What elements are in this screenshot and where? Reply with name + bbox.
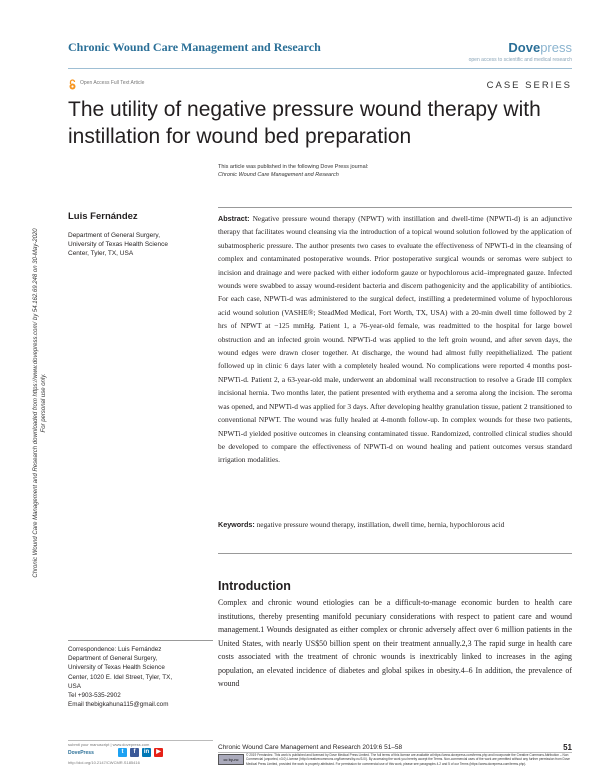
correspondence-line: Center, 1020 E. Idel Street, Tyler, TX, xyxy=(68,673,173,681)
correspondence-line: Department of General Surgery, xyxy=(68,655,158,663)
brand-part-press: press xyxy=(540,40,572,55)
abstract-top-divider xyxy=(218,207,572,208)
open-access-label: Open Access Full Text Article xyxy=(80,80,145,86)
affiliation-line: University of Texas Health Science xyxy=(68,241,168,248)
author-name: Luis Fernández xyxy=(68,211,138,222)
watermark-line-1: Chronic Wound Care Management and Research downloaded from https://www.dovepress.com/ by 54.162.69.248 on 30-May-2020 xyxy=(33,228,39,578)
keywords-label: Keywords: xyxy=(218,520,255,529)
footer-dovepress-logo[interactable]: DovePress xyxy=(68,750,94,756)
article-title: The utility of negative pressure wound therapy with instillation for wound bed preparation xyxy=(68,98,541,148)
journal-title: Chronic Wound Care Management and Research xyxy=(68,40,321,54)
download-watermark xyxy=(32,93,48,713)
license-text: © 2019 Fernández. This work is published and licensed by Dove Medical Press Limited. The full terms of this license are available at https://www.dovepress.com/terms.php and incorporate the Creative Commons Attribution – Non Commercial (unported, v3.0) License (http://creativecommons.org/licenses/by-nc/3.0/). By accessing the work you hereby accept the Terms. Non-commercial uses of the work are permitted without any further permission from Dove Medical Press Limited, provided the work is properly attributed. For permission for commercial use of this work, please see paragraphs 4.2 and 5 of our Terms (https://www.dovepress.com/terms.php). xyxy=(246,753,570,766)
open-access-lock-icon xyxy=(68,79,77,90)
publication-note-text: This article was published in the following Dove Press journal: xyxy=(218,164,369,170)
abstract-bottom-divider xyxy=(218,553,572,554)
correspondence-phone: Tel +903-535-2902 xyxy=(68,692,121,700)
affiliation-line: Department of General Surgery, xyxy=(68,232,161,239)
correspondence-divider xyxy=(68,640,213,641)
social-links xyxy=(118,748,163,757)
author-affiliation xyxy=(68,231,213,258)
doi-link[interactable]: http://doi.org/10.2147/CWCMR.S185416 xyxy=(68,760,140,765)
facebook-icon[interactable]: f xyxy=(130,748,139,757)
brand-tagline: open access to scientific and medical research xyxy=(468,57,572,63)
introduction-heading: Introduction xyxy=(218,579,291,593)
correspondence-email[interactable]: Email thebigkahuna115@gmail.com xyxy=(68,701,169,709)
correspondence-line: Correspondence: Luis Fernández xyxy=(68,646,162,653)
creative-commons-badge[interactable]: cc by-nc xyxy=(218,754,244,765)
keywords xyxy=(218,518,572,531)
header-divider xyxy=(68,68,572,69)
footer-journal-citation: Chronic Wound Care Management and Research 2019:6 51–58 xyxy=(218,744,403,751)
correspondence-line: University of Texas Health Science xyxy=(68,664,165,672)
correspondence-line: USA xyxy=(68,682,81,690)
abstract-label: Abstract: xyxy=(218,214,250,223)
publication-note-journal: Chronic Wound Care Management and Research xyxy=(218,172,339,178)
twitter-icon[interactable]: t xyxy=(118,748,127,757)
page-number: 51 xyxy=(563,743,572,752)
brand-part-dove: Dove xyxy=(508,40,541,55)
keywords-text: negative pressure wound therapy, instillation, dwell time, hernia, hypochlorous acid xyxy=(256,520,505,529)
correspondence xyxy=(68,645,216,709)
article-type: CASE SERIES xyxy=(486,80,572,91)
introduction-body: Complex and chronic wound etiologies can be a difficult-to-manage economic burden to health care institutions, thereby presenting manifold pecuniary considerations with respect to patient care and wound management.1 Wounds designated as either complex or chronic adversely affect over 6 million patients in the United States, with nearly US$50 billion spent on their treatment annually.2,3 The rapid surge in health care costs associated with the treatment of chronic wounds is inextricably linked to increases in the aging population, an elevated incidence of diabetes and global spikes in obesity.4–6 In addition, the prevalence of wound xyxy=(218,598,572,688)
publication-note xyxy=(218,163,368,179)
submit-manuscript-link[interactable]: submit your manuscript | www.dovepress.com xyxy=(68,742,150,747)
dovepress-logo[interactable] xyxy=(508,40,572,55)
watermark-line-2: For personal use only. xyxy=(41,373,47,433)
youtube-icon[interactable]: ▶ xyxy=(154,748,163,757)
abstract xyxy=(218,212,572,467)
affiliation-line: Center, Tyler, TX, USA xyxy=(68,250,134,257)
linkedin-icon[interactable]: in xyxy=(143,749,150,755)
footer-left-divider xyxy=(68,740,213,741)
abstract-text: Negative pressure wound therapy (NPWT) with instillation and dwell-time (NPWTi-d) is an adjunctive therapy that facilitates wound cleansing via the introduction of a topical wound solution followed by the application of subatmospheric pressure. The author presents two cases to evaluate the effectiveness of NPWTi-d in the cleansing of complex and contaminated postoperative wounds. Prior postoperative surgical wounds or seromas were subject to incision and drainage and were packed with either iodoform gauze or hypochlorous acid–impregnated gauze. Infected wounds were swabbed to assay wound-resident bacteria and discern pathogenicity and the applicability of antibiotics. For each case, NPWTi-d was administered to the surgical defect, instilling a predetermined volume of hypochlorous acid wound solution (VASHE®; SteadMed Medical, Fort Worth, TX, USA) with a 20-min dwell time followed by 2 hrs of NPWT at −125 mmHg. Patient 1, a 76-year-old female, was readmitted to the hospital for large bowel obstruction and an infected groin wound. NPWTi-d was applied to the left groin wound, and after seven days, the wound edges were drawn closer together. At discharge, the wound had almost fully reepithelialized. The patient followed up in clinic 6 days later with a completely healed wound. No complications were reported 4 months post-NPWTi-d. Patient 2, a 63-year-old male, underwent an abdominal wall reconstruction to resolve a Grade III complex incisional hernia. Two months later, the patient presented with erythema and a seroma along the incision. The seroma was opened, and NPWTi-d was applied for 3 days. After developing healthy granulation tissue, patient 2 transitioned to conventional NPWT. The wound was fully healed at 4-month follow-up. In complex wounds for these two patients, NPWTi-d yielded positive outcomes in cleansing contaminated tissue. Randomized, controlled clinical studies should be developed to compare the effectiveness of NPWTi-d on wound healing and patient outcomes versus standard irrigation modalities. xyxy=(218,214,572,465)
